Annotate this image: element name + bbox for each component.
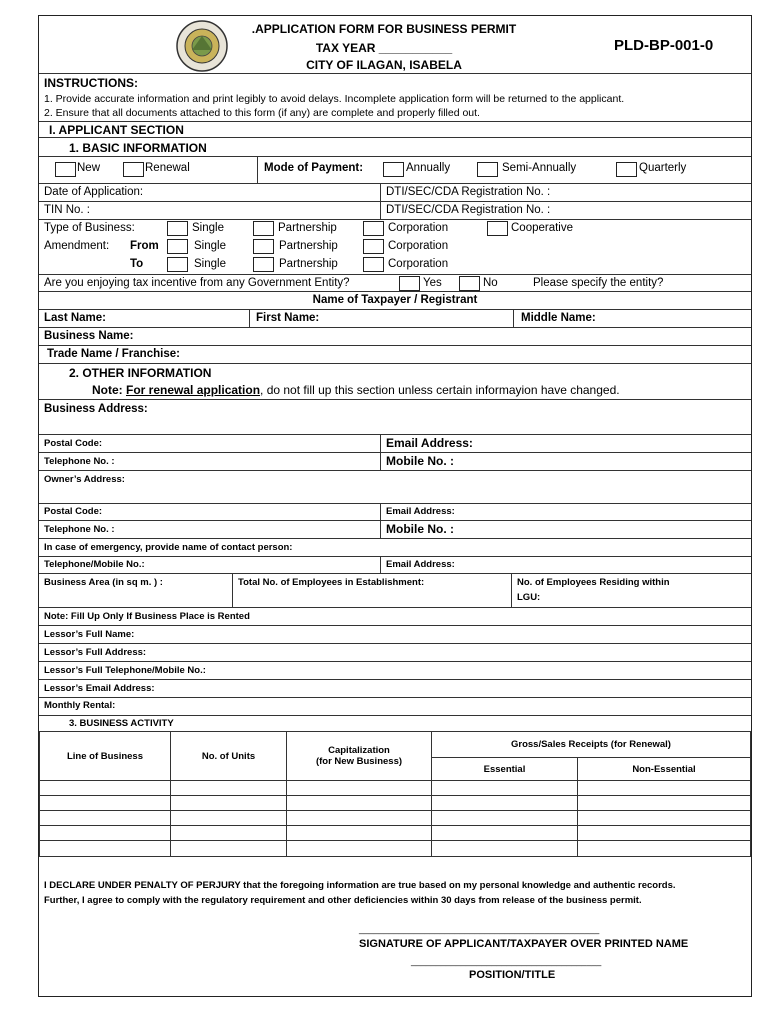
date-of-application[interactable]: Date of Application: xyxy=(44,186,144,198)
renewal-note-emphasis: For renewal application xyxy=(126,383,261,397)
partnership-label: Partnership xyxy=(279,240,338,252)
last-name-field[interactable]: Last Name: xyxy=(44,312,106,324)
no-label: No xyxy=(483,277,498,289)
header xyxy=(39,16,751,74)
owner-email-field[interactable]: Email Address: xyxy=(386,506,455,517)
applicant-section-heading: I. APPLICANT SECTION xyxy=(39,122,751,138)
quarterly-label: Quarterly xyxy=(639,162,687,174)
declaration-line-1: I DECLARE UNDER PENALTY OF PERJURY that the foregoing information are true based on my personal knowledge and authentic records. xyxy=(44,880,676,891)
mode-of-payment-label: Mode of Payment: xyxy=(264,162,364,174)
emergency-contact-field[interactable]: In case of emergency, provide name of contact person: xyxy=(44,542,293,553)
signature-line[interactable]: ________________________________________________ xyxy=(359,924,600,934)
owner-address-row xyxy=(39,471,751,504)
semi-annually-label: Semi-Annually xyxy=(502,162,577,174)
instruction-item: 1. Provide accurate information and print legibly to avoid delays. Incomplete application form will be returned to the applicant. xyxy=(44,93,625,105)
owner-mobile-field[interactable]: Mobile No. : xyxy=(386,522,454,536)
lessor-email-field[interactable]: Lessor’s Email Address: xyxy=(44,683,155,694)
mobile-field[interactable]: Mobile No. : xyxy=(386,454,454,468)
quarterly-checkbox[interactable] xyxy=(616,162,637,177)
renewal-note: Note: For renewal application, do not fill up this section unless certain informayion have changed. xyxy=(92,383,620,397)
lessor-name-row xyxy=(39,626,751,644)
tel-mobile-row-2 xyxy=(39,521,751,539)
annually-label: Annually xyxy=(406,162,451,174)
yes-checkbox[interactable] xyxy=(399,276,420,291)
cooperative-label: Cooperative xyxy=(511,222,574,234)
business-activity-heading: 3. BUSINESS ACTIVITY xyxy=(39,715,751,731)
emergency-tel-row xyxy=(39,557,751,574)
first-name-field[interactable]: First Name: xyxy=(256,312,320,324)
table-row[interactable] xyxy=(40,781,751,796)
yes-label: Yes xyxy=(423,277,442,289)
total-employees-field[interactable]: Total No. of Employees in Establishment: xyxy=(238,577,425,588)
tax-year: TAX YEAR ___________ xyxy=(315,41,453,55)
from-corporation-checkbox[interactable] xyxy=(363,239,384,254)
table-row[interactable] xyxy=(40,826,751,841)
single-label: Single xyxy=(194,258,226,270)
lgu-employees-field[interactable]: No. of Employees Residing within xyxy=(517,577,670,588)
gross-sales-header: Gross/Sales Receipts (for Renewal) xyxy=(432,732,751,758)
telephone-field[interactable]: Telephone No. : xyxy=(44,456,115,467)
trade-name-row xyxy=(39,346,751,364)
type-of-business-label: Type of Business: xyxy=(44,222,135,234)
single-checkbox[interactable] xyxy=(167,221,188,236)
lessor-name-field[interactable]: Lessor’s Full Name: xyxy=(44,629,135,640)
to-single-checkbox[interactable] xyxy=(167,257,188,272)
form-title: .APPLICATION FORM FOR BUSINESS PERMIT xyxy=(251,22,517,36)
amendment-from-row xyxy=(39,238,751,256)
annually-checkbox[interactable] xyxy=(383,162,404,177)
to-corporation-checkbox[interactable] xyxy=(363,257,384,272)
postal-email-row-2 xyxy=(39,504,751,521)
specify-entity[interactable]: Please specify the entity? xyxy=(533,277,664,289)
type-of-business-row xyxy=(39,220,751,238)
monthly-rental-field[interactable]: Monthly Rental: xyxy=(44,700,116,711)
dti-registration-2[interactable]: DTI/SEC/CDA Registration No. : xyxy=(386,204,551,216)
business-activity-table xyxy=(39,731,751,851)
table-row[interactable] xyxy=(40,811,751,826)
postal-email-row-1 xyxy=(39,435,751,453)
employees-row xyxy=(39,574,751,608)
emergency-email-field[interactable]: Email Address: xyxy=(386,559,455,570)
single-label: Single xyxy=(194,240,226,252)
tel-mobile-row-1 xyxy=(39,453,751,471)
postal-code-field[interactable]: Postal Code: xyxy=(44,438,103,449)
capitalization-header: Capitalization (for New Business) xyxy=(287,732,432,781)
business-name-field[interactable]: Business Name: xyxy=(44,330,134,342)
emergency-tel-field[interactable]: Telephone/Mobile No.: xyxy=(44,559,145,570)
middle-name-field[interactable]: Middle Name: xyxy=(521,312,596,324)
new-checkbox[interactable] xyxy=(55,162,76,177)
lgu-employees-label: LGU: xyxy=(517,592,541,603)
business-area-field[interactable]: Business Area (in sq m. ) : xyxy=(44,577,163,588)
rented-note-row xyxy=(39,608,751,626)
single-label: Single xyxy=(192,222,224,234)
emergency-contact-row xyxy=(39,539,751,557)
email-address-field[interactable]: Email Address: xyxy=(386,436,473,450)
corporation-label: Corporation xyxy=(388,258,449,270)
form-code: PLD-BP-001-0 xyxy=(614,37,714,54)
instructions xyxy=(39,74,751,122)
lessor-email-row xyxy=(39,680,751,698)
essential-header: Essential xyxy=(432,758,578,781)
from-partnership-checkbox[interactable] xyxy=(253,239,274,254)
application-type-row xyxy=(39,156,751,184)
position-line[interactable]: ______________________________________ xyxy=(411,956,602,966)
tax-incentive-question: Are you enjoying tax incentive from any Government Entity? xyxy=(44,277,350,289)
corporation-label: Corporation xyxy=(388,240,449,252)
basic-info-heading: 1. BASIC INFORMATION xyxy=(69,141,207,155)
trade-name-field[interactable]: Trade Name / Franchise: xyxy=(47,348,180,360)
tax-incentive-row xyxy=(39,274,751,292)
from-label: From xyxy=(130,240,159,252)
renewal-label: Renewal xyxy=(145,162,190,174)
owner-address-field[interactable]: Owner’s Address: xyxy=(44,474,125,485)
position-label: POSITION/TITLE xyxy=(469,969,556,981)
tin-row xyxy=(39,202,751,220)
amendment-label: Amendment: xyxy=(44,240,110,252)
corporation-checkbox[interactable] xyxy=(363,221,384,236)
partnership-label: Partnership xyxy=(279,258,338,270)
partnership-label: Partnership xyxy=(278,222,337,234)
business-address-row xyxy=(39,400,751,435)
corporation-label: Corporation xyxy=(388,222,449,234)
partnership-checkbox[interactable] xyxy=(253,221,274,236)
cooperative-checkbox[interactable] xyxy=(487,221,508,236)
signature-label: SIGNATURE OF APPLICANT/TAXPAYER OVER PRINTED NAME xyxy=(359,938,689,950)
semi-annually-checkbox[interactable] xyxy=(477,162,498,177)
city-name: CITY OF ILAGAN, ISABELA xyxy=(306,58,462,72)
to-partnership-checkbox[interactable] xyxy=(253,257,274,272)
non-essential-header: Non-Essential xyxy=(578,758,751,781)
no-of-units-header: No. of Units xyxy=(171,732,287,781)
to-label: To xyxy=(130,258,144,270)
other-info-heading: 2. OTHER INFORMATION Note: For renewal application, do not fill up this section unless certain informayion have changed. xyxy=(39,364,751,400)
table-row[interactable] xyxy=(40,841,751,857)
business-address-field[interactable]: Business Address: xyxy=(44,403,148,415)
new-label: New xyxy=(77,162,101,174)
lessor-address-row xyxy=(39,644,751,662)
no-checkbox[interactable] xyxy=(459,276,480,291)
renewal-checkbox[interactable] xyxy=(123,162,144,177)
application-form xyxy=(38,15,752,997)
declaration-line-2: Further, I agree to comply with the regulatory requirement and other deficiencies within 30 days from release of the business permit. xyxy=(44,895,642,906)
owner-telephone-field[interactable]: Telephone No. : xyxy=(44,524,115,535)
dti-registration-1[interactable]: DTI/SEC/CDA Registration No. : xyxy=(386,186,551,198)
lessor-address-field[interactable]: Lessor’s Full Address: xyxy=(44,647,147,658)
amendment-to-row xyxy=(39,256,751,274)
instructions-heading: INSTRUCTIONS: xyxy=(44,76,138,90)
taxpayer-name-row xyxy=(39,310,751,328)
owner-postal-code-field[interactable]: Postal Code: xyxy=(44,506,103,517)
instruction-item: 2. Ensure that all documents attached to this form (if any) are complete and properly filled out. xyxy=(44,107,480,119)
lessor-tel-row xyxy=(39,662,751,680)
monthly-rental-row xyxy=(39,698,751,715)
city-seal-icon xyxy=(176,20,228,72)
date-row xyxy=(39,184,751,202)
from-single-checkbox[interactable] xyxy=(167,239,188,254)
business-name-row xyxy=(39,328,751,346)
taxpayer-name-heading: Name of Taxpayer / Registrant xyxy=(39,292,751,310)
table-row[interactable] xyxy=(40,796,751,811)
lessor-tel-field[interactable]: Lessor’s Full Telephone/Mobile No.: xyxy=(44,665,206,676)
rented-note: Note: Fill Up Only If Business Place is Rented xyxy=(44,611,250,622)
line-of-business-header: Line of Business xyxy=(40,732,171,781)
tin-field[interactable]: TIN No. : xyxy=(44,204,91,216)
